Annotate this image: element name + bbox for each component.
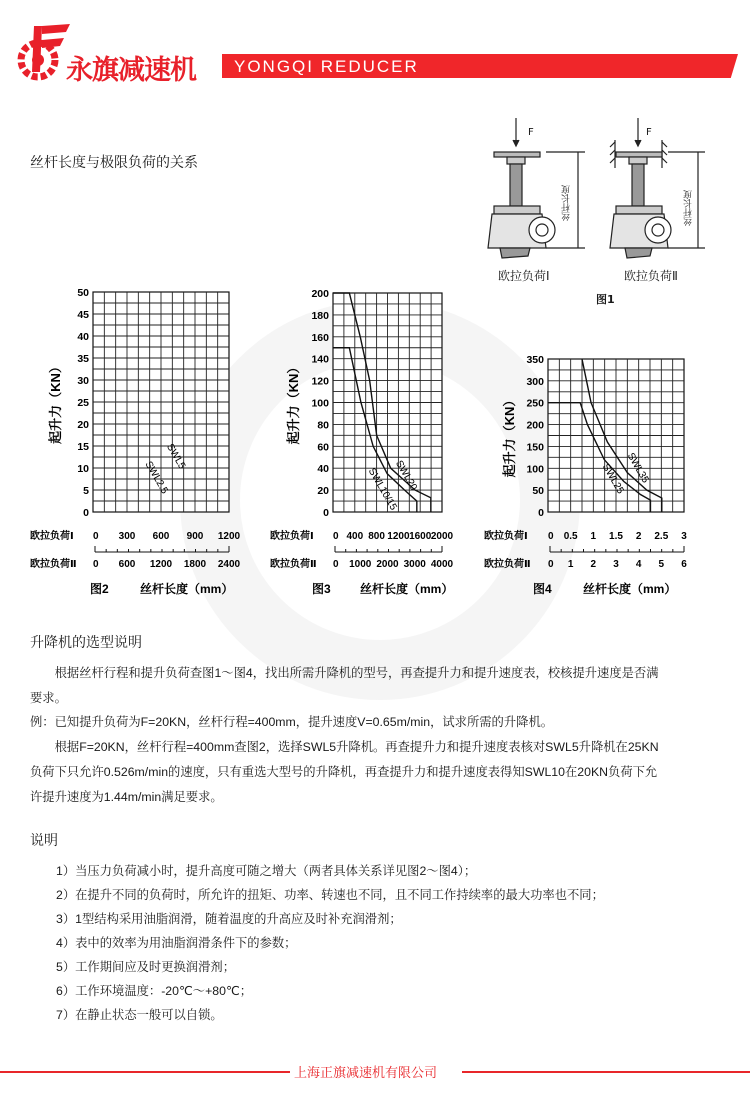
axis-1-tick-label: 3 <box>681 531 687 542</box>
axis-1-tick-label: 2000 <box>430 531 454 542</box>
notes-title: 说明 <box>30 833 58 849</box>
axis-2-tick-label: 2000 <box>376 559 399 570</box>
axis-1-tick-label: 0.5 <box>563 531 578 542</box>
axis-2-tick-label: 4000 <box>430 559 454 570</box>
figure-caption: 图3 <box>312 582 331 596</box>
y-tick-label: 5 <box>83 485 89 497</box>
case-2-label: 欧拉负荷Ⅱ <box>624 269 678 283</box>
logo-icon <box>14 22 70 82</box>
axis-2-tick-label: 6 <box>681 559 687 570</box>
x-axis-label: 丝杆长度（mm） <box>360 582 454 596</box>
y-tick-label: 35 <box>77 353 89 365</box>
note-item: 4）表中的效率为用油脂润滑条件下的参数； <box>56 936 297 950</box>
series-label: SWL25 <box>599 462 626 497</box>
figure-caption: 图2 <box>90 582 109 596</box>
axis-2-tick-label: 1800 <box>183 559 207 570</box>
paragraph-line: 例：已知提升负荷为F=20KN，丝杆行程=400mm，提升速度V=0.65m/min，试求所需的升降机。 <box>30 715 554 729</box>
y-tick-label: 180 <box>311 309 329 322</box>
axis-2-tick-label: 3 <box>613 559 619 570</box>
y-tick-label: 80 <box>317 419 329 432</box>
axis-1-label: 欧拉负荷Ⅰ <box>270 531 314 542</box>
case-1-label: 欧拉负荷Ⅰ <box>498 269 550 283</box>
axis-2-tick-label: 3000 <box>403 559 426 570</box>
axis-1-tick-label: 1200 <box>387 531 410 542</box>
axis-2-tick-label: 0 <box>93 559 99 570</box>
y-tick-label: 0 <box>323 507 329 519</box>
brand-name-en: YONGQI REDUCER <box>234 57 419 76</box>
axis-1-tick-label: 300 <box>118 531 136 542</box>
note-item: 1）当压力负荷减小时，提升高度可随之增大（两者具体关系详见图2～图4）； <box>56 864 477 878</box>
series-label: SWL2.5 <box>142 459 170 496</box>
axis-1-tick-label: 1600 <box>409 531 432 542</box>
axis-2-tick-label: 2400 <box>217 559 241 570</box>
axis-1-label: 欧拉负荷Ⅰ <box>484 531 528 542</box>
footer-divider-left <box>0 1071 290 1073</box>
paragraph-line: 负荷下只允许0.526m/min的速度，只有重选大型号的升降机，再查提升力和提升速度表得知SWL10在20KN负荷下允 <box>30 765 658 779</box>
series-label: SWL20 <box>393 458 420 493</box>
axis-1-tick-label: 400 <box>346 531 364 542</box>
y-tick-label: 25 <box>77 397 89 409</box>
note-item: 2）在提升不同的负荷时，所允许的扭矩、功率、转速也不同，且不同工作持续率的最大功率也不同； <box>56 888 604 902</box>
axis-2-tick-label: 4 <box>635 559 642 570</box>
charts-area <box>0 270 750 610</box>
footer-divider-right <box>462 1071 750 1073</box>
y-axis-label: 起升力（KN） <box>286 360 301 445</box>
y-axis-label: 起升力（KN） <box>502 393 517 478</box>
y-tick-label: 40 <box>317 463 329 476</box>
axis-2-tick-label: 0 <box>548 559 554 570</box>
axis-2-tick-label: 600 <box>118 559 136 570</box>
y-tick-label: 15 <box>77 441 89 453</box>
y-axis-label: 起升力（KN） <box>48 360 63 444</box>
footer-company: 上海正旗减速机有限公司 <box>294 1066 438 1081</box>
paragraph-line: 许提升速度为1.44m/min满足要求。 <box>30 790 223 804</box>
axis-1-tick-label: 0 <box>333 531 339 542</box>
length-label-2: 丝杆长度 <box>684 190 694 226</box>
section-title-selection: 升降机的选型说明 <box>30 635 142 651</box>
y-tick-label: 150 <box>526 441 544 454</box>
paragraph-line: 要求。 <box>30 691 67 705</box>
y-tick-label: 45 <box>77 309 89 321</box>
y-tick-label: 50 <box>77 287 89 299</box>
axis-2-label: 欧拉负荷Ⅱ <box>30 559 77 570</box>
figure-1-caption: 图1 <box>596 293 615 306</box>
y-tick-label: 20 <box>317 485 329 498</box>
series-label: SWL10/15 <box>365 466 399 513</box>
length-label-1: 丝杆长度 <box>562 185 572 221</box>
series-label: SWL35 <box>624 451 651 486</box>
note-item: 3）1型结构采用油脂润滑，随着温度的升高应及时补充润滑剂； <box>56 912 402 926</box>
axis-1-tick-label: 0 <box>548 531 554 542</box>
note-item: 7）在静止状态一般可以自锁。 <box>56 1008 223 1022</box>
y-tick-label: 40 <box>77 331 89 343</box>
y-tick-label: 350 <box>526 354 544 366</box>
y-tick-label: 30 <box>77 375 89 387</box>
axis-1-tick-label: 2 <box>635 531 642 542</box>
series-label: SWL5 <box>164 442 188 472</box>
axis-1-tick-label: 1200 <box>217 531 241 542</box>
brand-name-cn: 永旗减速机 <box>66 55 196 86</box>
paragraph-line: 根据F=20KN，丝杆行程=400mm查图2，选择SWL5升降机。再查提升力和提升速度表核对SWL5升降机在25KN <box>30 740 659 754</box>
y-tick-label: 250 <box>526 397 544 410</box>
paragraph-line: 根据丝杆行程和提升负荷查图1～图4，找出所需升降机的型号，再查提升力和提升速度表，校核提升速度是否满 <box>30 666 659 680</box>
figure-caption: 图4 <box>533 582 552 596</box>
note-item: 5）工作期间应及时更换润滑剂； <box>56 960 235 974</box>
axis-1-label: 欧拉负荷Ⅰ <box>30 531 74 542</box>
axis-2-tick-label: 5 <box>658 559 665 570</box>
axis-2-tick-label: 2 <box>590 559 597 570</box>
axis-1-tick-label: 800 <box>368 531 385 542</box>
force-label-1: F <box>528 127 534 138</box>
y-tick-label: 300 <box>526 375 544 388</box>
y-tick-label: 120 <box>311 375 329 388</box>
x-axis-label: 丝杆长度（mm） <box>583 582 677 596</box>
axis-1-tick-label: 1 <box>590 531 597 542</box>
y-tick-label: 140 <box>311 353 329 366</box>
y-tick-label: 10 <box>77 463 89 475</box>
section-title-relation: 丝杆长度与极限负荷的关系 <box>30 155 198 171</box>
note-item: 6）工作环境温度：-20℃～+80℃； <box>56 984 253 998</box>
y-tick-label: 60 <box>317 441 329 454</box>
y-tick-label: 100 <box>526 463 544 476</box>
y-tick-label: 200 <box>526 419 544 432</box>
force-label-2: F <box>646 127 652 138</box>
axis-1-tick-label: 1.5 <box>609 531 623 542</box>
y-tick-label: 20 <box>77 419 89 431</box>
y-tick-label: 100 <box>311 397 329 410</box>
axis-2-tick-label: 1 <box>567 559 574 570</box>
axis-1-tick-label: 900 <box>186 531 204 542</box>
axis-2-tick-label: 0 <box>333 559 339 570</box>
x-axis-label: 丝杆长度（mm） <box>140 582 234 596</box>
axis-1-tick-label: 0 <box>93 531 99 542</box>
axis-2-label: 欧拉负荷Ⅱ <box>270 559 317 570</box>
y-tick-label: 0 <box>538 507 544 519</box>
axis-2-label: 欧拉负荷Ⅱ <box>484 559 531 570</box>
y-tick-label: 200 <box>311 288 329 300</box>
axis-2-tick-label: 1200 <box>149 559 173 570</box>
axis-1-tick-label: 2.5 <box>654 531 669 542</box>
axis-1-tick-label: 600 <box>152 531 170 542</box>
axis-2-tick-label: 1000 <box>349 559 372 570</box>
y-tick-label: 0 <box>83 507 89 519</box>
y-tick-label: 160 <box>311 331 329 344</box>
y-tick-label: 50 <box>532 485 544 498</box>
